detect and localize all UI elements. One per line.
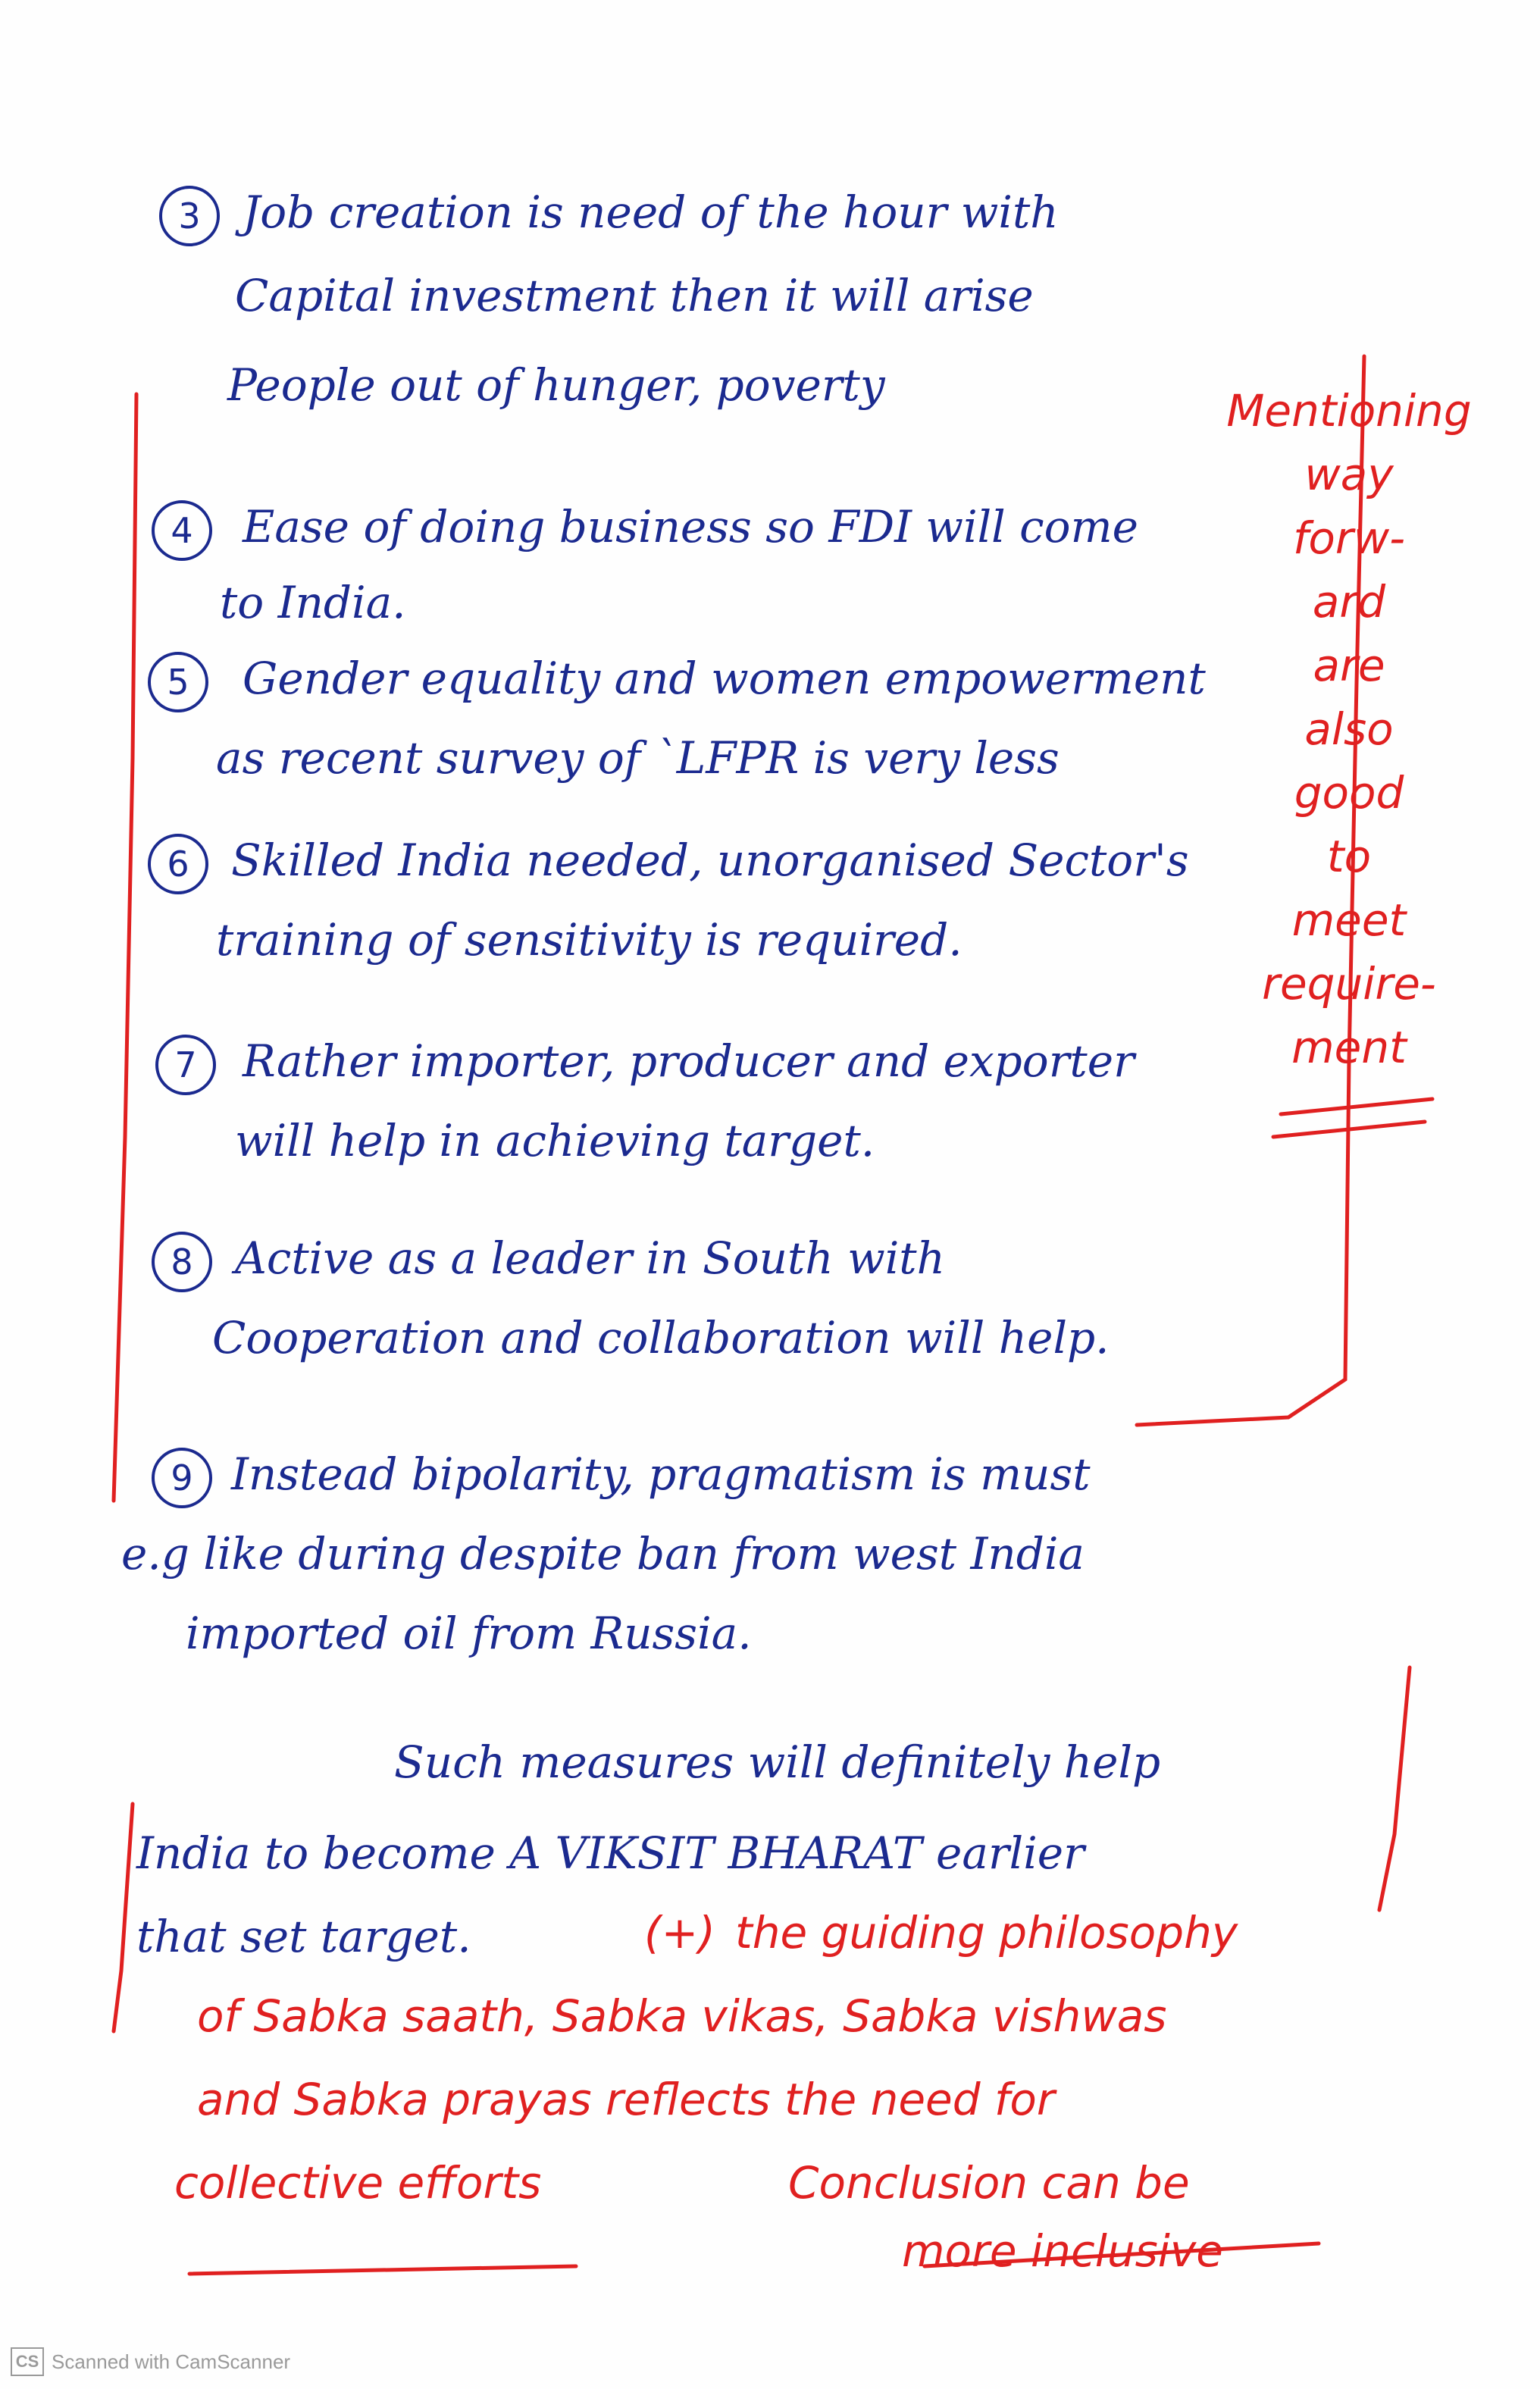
point-9-line-3: imported oil from Russia. <box>186 1608 752 1659</box>
point-6-line-2: training of sensitivity is required. <box>216 914 962 966</box>
point-3-line-3: People out of hunger, poverty <box>227 359 885 411</box>
conclusion-remark-line-2: more inclusive <box>902 2225 1223 2277</box>
side-note-line: to <box>1326 831 1372 882</box>
camscanner-watermark <box>11 2345 290 2378</box>
point-8-line-2: Cooperation and collaboration will help. <box>212 1312 1110 1364</box>
point-3-line-2: Capital investment then it will arise <box>235 270 1034 321</box>
side-note-line: also <box>1304 703 1394 755</box>
watermark-text: Scanned with CamScanner <box>52 2350 291 2373</box>
point-5-line-1: Gender equality and women empowerment <box>243 653 1206 704</box>
side-note-line: good <box>1294 767 1404 819</box>
point-number-badge: 4 <box>152 500 212 561</box>
point-3-line-1: Job creation is need of the hour with <box>243 186 1059 238</box>
point-number-badge: 3 <box>159 186 220 246</box>
examiner-side-note <box>1182 379 1516 1079</box>
point-6-line-1: Skilled India needed, unorganised Sector's <box>231 834 1189 886</box>
point-8-line-1: Active as a leader in South with <box>235 1232 945 1284</box>
camscanner-logo-icon: CS <box>11 2347 44 2376</box>
point-9-line-2: e.g like during despite ban from west India <box>121 1528 1085 1580</box>
side-note-line: ment <box>1291 1022 1407 1073</box>
conclusion-line-1: Such measures will definitely help <box>394 1736 1161 1788</box>
point-7-line-1: Rather importer, producer and exporter <box>243 1035 1135 1087</box>
conclusion-note-line-2: of Sabka saath, Sabka vikas, Sabka vishwas <box>197 1990 1167 2042</box>
point-number-badge: 5 <box>148 652 208 712</box>
point-5-line-2: as recent survey of `LFPR is very less <box>216 732 1060 784</box>
side-note-line: meet <box>1291 894 1407 946</box>
point-number-badge: 6 <box>148 834 208 894</box>
conclusion-line-3: that set target. <box>136 1911 471 1962</box>
conclusion-remark-line-1: Conclusion can be <box>788 2157 1190 2209</box>
side-note-line: are <box>1313 640 1385 691</box>
point-9-line-1: Instead bipolarity, pragmatism is must <box>231 1448 1091 1500</box>
side-note-line: Mentioning <box>1226 385 1472 437</box>
conclusion-note-line-1: the guiding philosophy <box>735 1907 1238 1958</box>
point-number-badge: 9 <box>152 1448 212 1508</box>
side-note-line: require- <box>1262 958 1436 1010</box>
point-number-badge: 8 <box>152 1232 212 1292</box>
plus-mark: (+) <box>644 1907 715 1958</box>
conclusion-line-2: India to become A VIKSIT BHARAT earlier <box>136 1827 1085 1879</box>
side-note-line: ard <box>1312 576 1386 628</box>
conclusion-note-line-3: and Sabka prayas reflects the need for <box>197 2074 1055 2125</box>
point-4-line-2: to India. <box>220 577 406 628</box>
side-note-line: way <box>1304 449 1394 500</box>
point-number-badge: 7 <box>155 1035 216 1095</box>
point-7-line-2: will help in achieving target. <box>235 1115 875 1166</box>
point-4-line-1: Ease of doing business so FDI will come <box>243 501 1138 553</box>
side-note-line: forw- <box>1292 512 1406 564</box>
conclusion-note-line-4: collective efforts <box>174 2157 542 2209</box>
